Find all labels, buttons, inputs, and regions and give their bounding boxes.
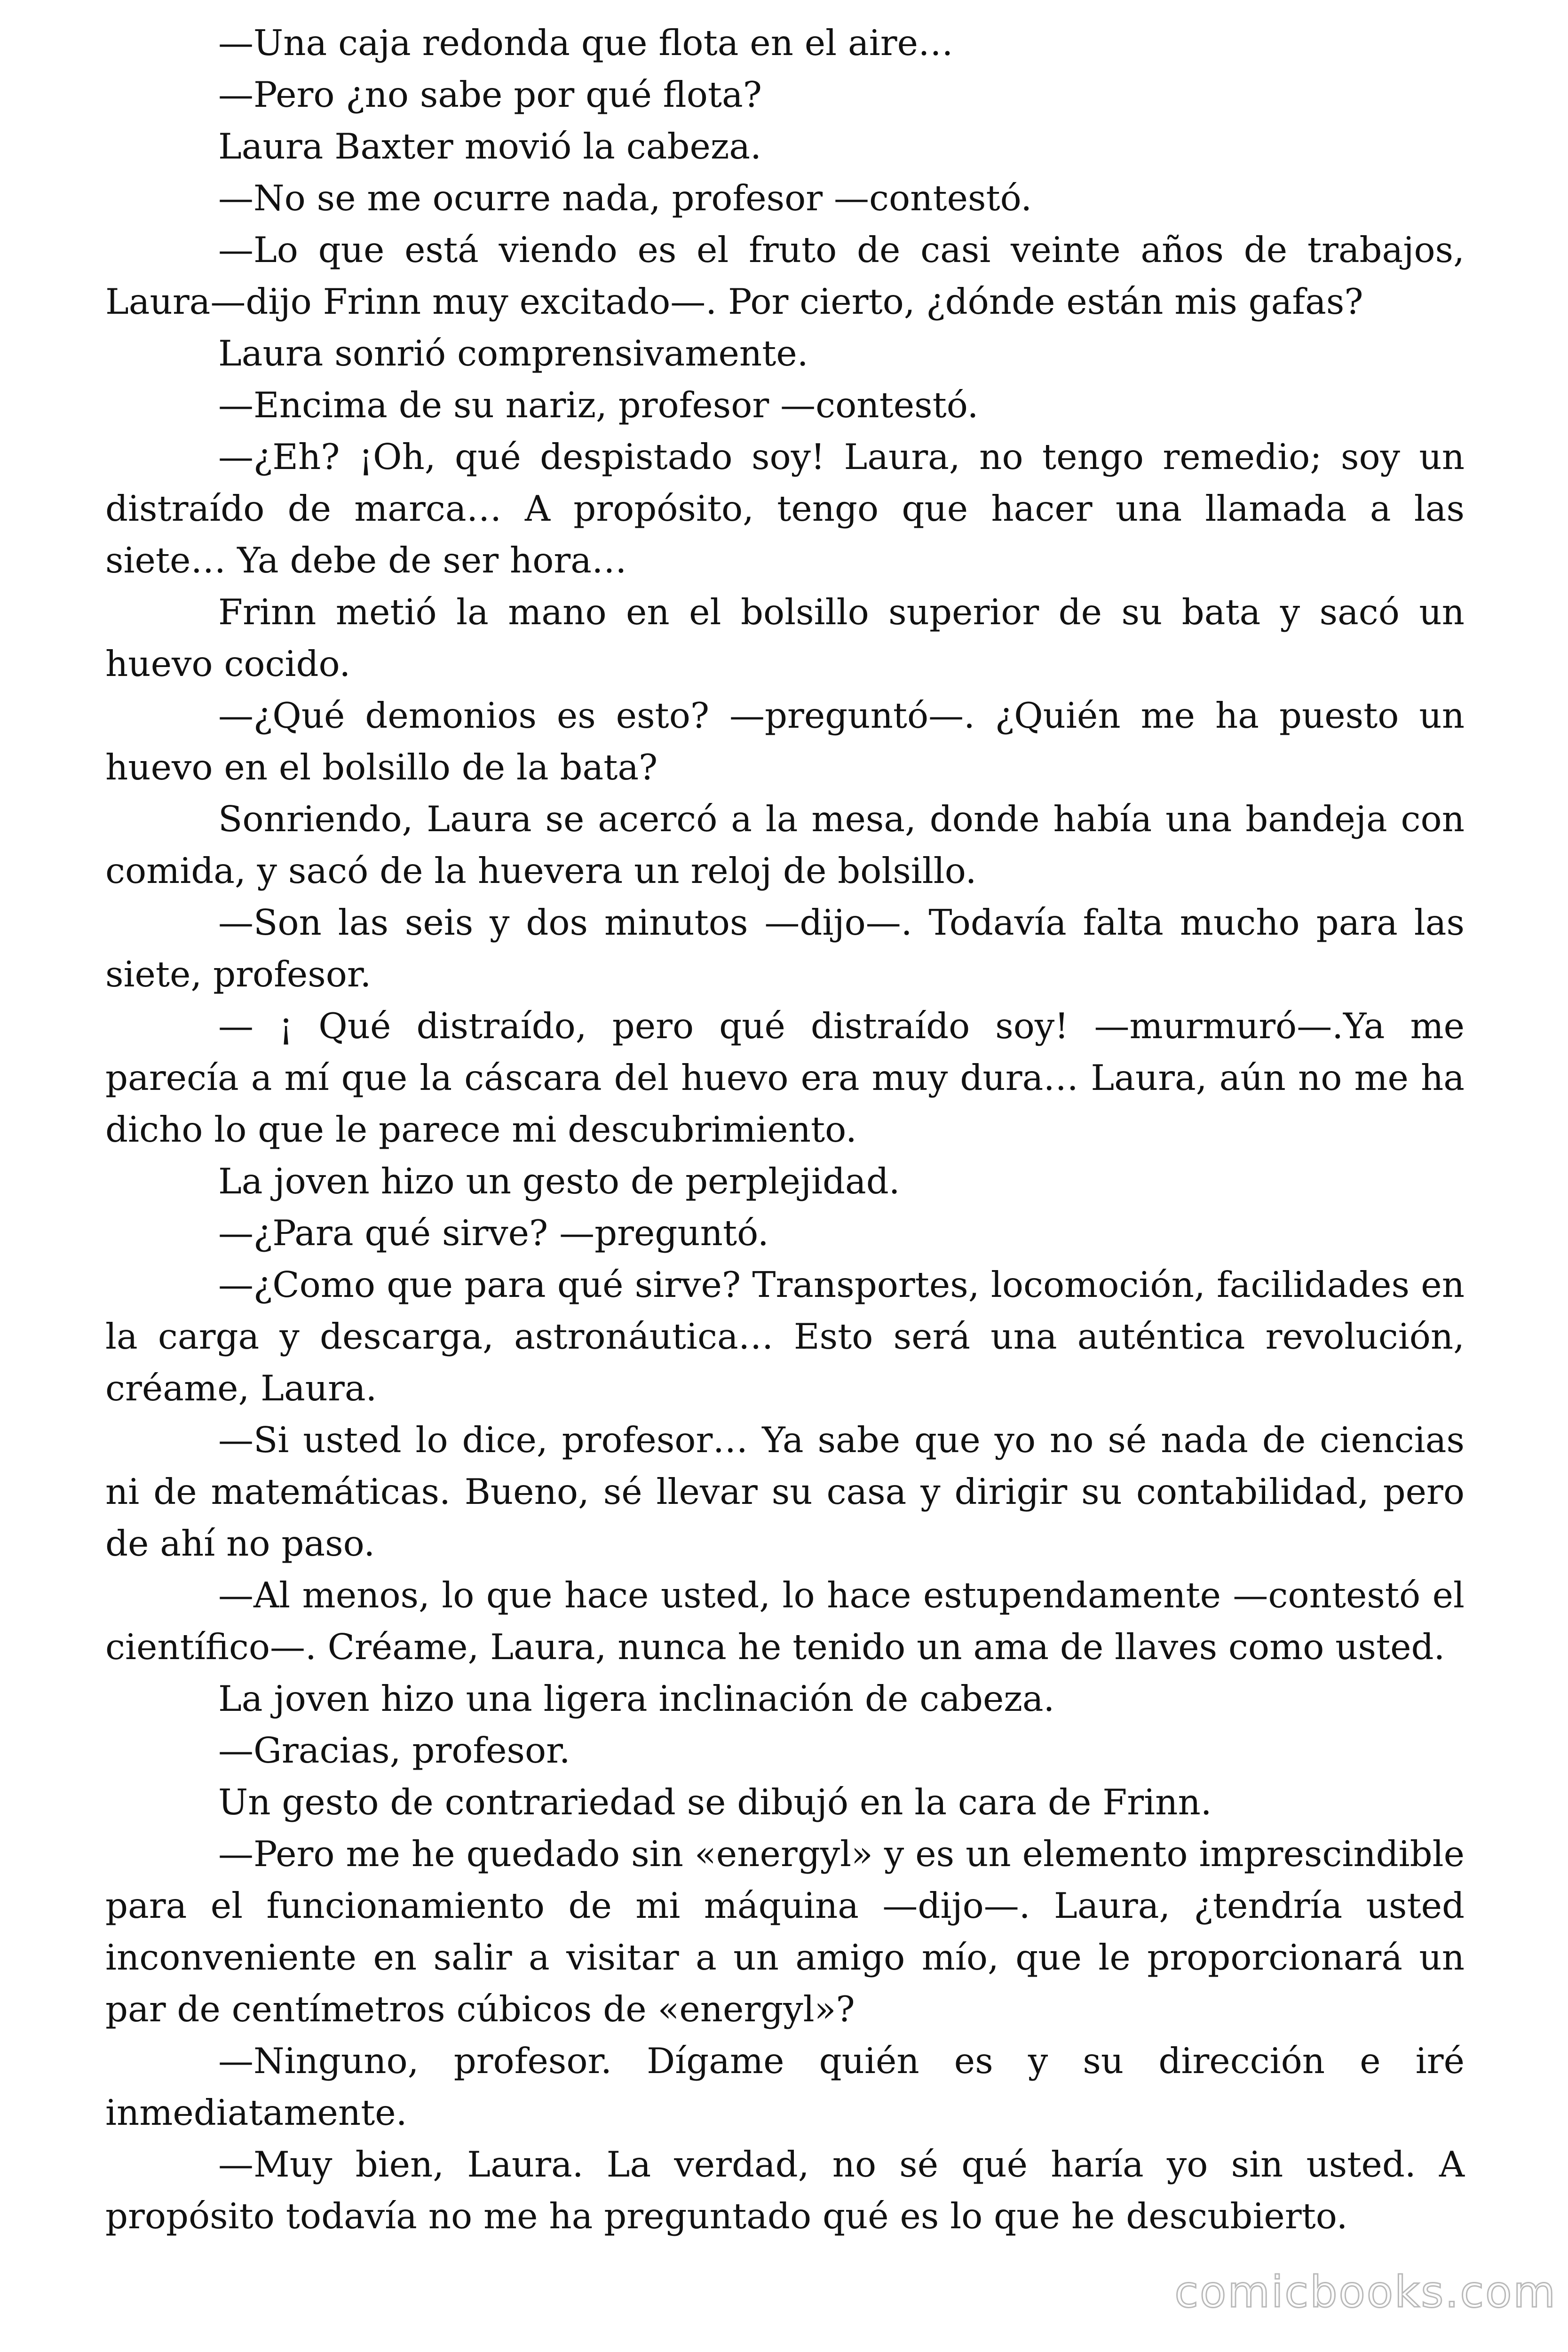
paragraph: Frinn metió la mano en el bolsillo superior de su bata y sacó un huevo cocido. (105, 591, 1465, 684)
paragraph: —Encima de su nariz, profesor —contestó. (218, 384, 979, 426)
paragraph: —Muy bien, Laura. La verdad, no sé qué haría yo sin usted. A propósito todavía no me ha preguntado qué es lo que he descubierto. (105, 2144, 1465, 2237)
paragraph: La joven hizo una ligera inclinación de cabeza. (218, 1678, 1055, 1719)
paragraph: —¿Para qué sirve? —preguntó. (218, 1212, 769, 1254)
paragraph: La joven hizo un gesto de perplejidad. (218, 1160, 900, 1202)
paragraph: —Al menos, lo que hace usted, lo hace estupendamente —contestó el científico—. Créame, Laura, nunca he tenido un ama de llaves como usted. (105, 1574, 1465, 1668)
paragraph: Sonriendo, Laura se acercó a la mesa, donde había una bandeja con comida, y sacó de la huevera un reloj de bolsillo. (105, 798, 1465, 891)
paragraph: —Si usted lo dice, profesor… Ya sabe que yo no sé nada de ciencias ni de matemáticas. Bueno, sé llevar su casa y dirigir su contabilidad, pero de ahí no paso. (105, 1419, 1465, 1564)
document-page (105, 17, 1465, 2242)
paragraph: —No se me ocurre nada, profesor —contestó. (218, 177, 1032, 219)
paragraph: —¿Eh? ¡Oh, qué despistado soy! Laura, no tengo remedio; soy un distraído de marca… A propósito, tengo que hacer una llamada a las siete… Ya debe de ser hora… (105, 436, 1465, 581)
paragraph: —Lo que está viendo es el fruto de casi veinte años de trabajos, Laura—dijo Frinn muy excitado—. Por cierto, ¿dónde están mis gafas? (105, 229, 1465, 322)
paragraph: —Pero me he quedado sin «energyl» y es un elemento imprescindible para el funcionamiento de mi máquina —dijo—. Laura, ¿tendría usted inconveniente en salir a visitar a un amigo mío, que le proporcionará un par de centímetros cúbicos de «energyl»? (105, 1833, 1465, 2030)
paragraph: —Son las seis y dos minutos —dijo—. Todavía falta mucho para las siete, profesor. (105, 902, 1465, 995)
paragraph: —Pero ¿no sabe por qué flota? (218, 74, 762, 115)
watermark: comicbooks.com (1174, 2267, 1557, 2317)
paragraph: — ¡ Qué distraído, pero qué distraído soy! —murmuró—.Ya me parecía a mí que la cáscara del huevo era muy dura… Laura, aún no me ha dicho lo que le parece mi descubrimiento. (105, 1005, 1465, 1150)
paragraph: —¿Como que para qué sirve? Transportes, locomoción, facilidades en la carga y descarga, astronáutica… Esto será una auténtica revolución, créame, Laura. (105, 1264, 1465, 1409)
paragraph: —Una caja redonda que flota en el aire… (218, 22, 953, 64)
paragraph: —Ninguno, profesor. Dígame quién es y su dirección e iré inmediatamente. (105, 2040, 1465, 2133)
paragraph: —Gracias, profesor. (218, 1730, 570, 1771)
paragraph: —¿Qué demonios es esto? —preguntó—. ¿Quién me ha puesto un huevo en el bolsillo de la bata? (105, 695, 1465, 788)
paragraph: Laura sonrió comprensivamente. (218, 333, 808, 374)
paragraph: Un gesto de contrariedad se dibujó en la cara de Frinn. (218, 1781, 1212, 1823)
paragraph: Laura Baxter movió la cabeza. (218, 126, 761, 167)
